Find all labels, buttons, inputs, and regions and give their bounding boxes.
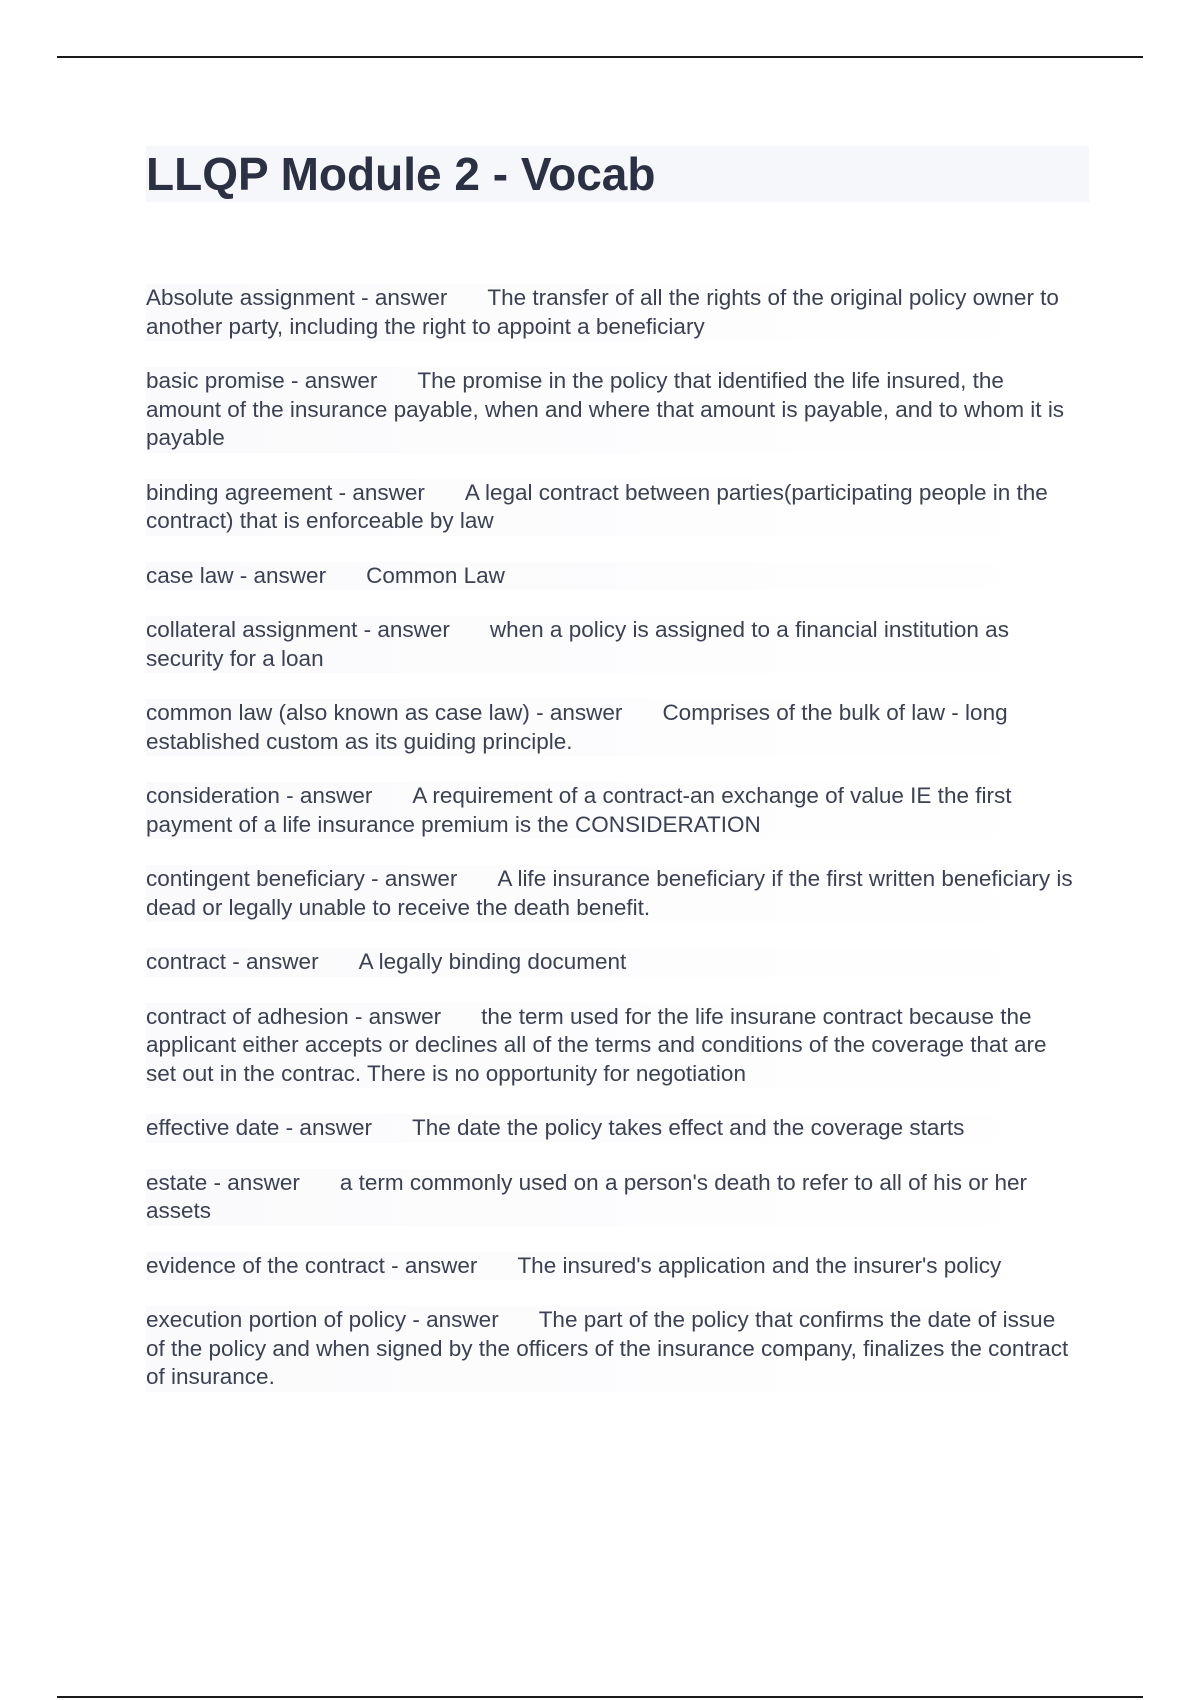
vocab-definition: A life insurance beneficiary if the first written beneficiary is dead or legally unable to receive the death benefit. [146, 866, 1073, 920]
vocab-entry [146, 1169, 1076, 1226]
vocab-term: common law (also known as case law) - answer [146, 700, 623, 725]
vocab-definition: A requirement of a contract-an exchange of value IE the first payment of a life insurance premium is the CONSIDERATION [146, 783, 1012, 837]
vocab-entry [146, 1114, 1076, 1143]
vocab-entry [146, 1003, 1076, 1089]
vocab-definition: Common Law [366, 562, 505, 588]
vocab-definition: The transfer of all the rights of the original policy owner to another party, including the right to appoint a beneficiary [146, 285, 1059, 339]
vocab-entry [146, 865, 1076, 922]
vocab-definition: The date the policy takes effect and the coverage starts [411, 1115, 965, 1140]
vocab-term: estate - answer [146, 1169, 300, 1195]
vocab-term: collateral assignment - answer [146, 617, 450, 642]
vocab-entry [146, 1306, 1076, 1392]
vocab-term: Absolute assignment - answer [146, 285, 448, 310]
vocab-term: execution portion of policy - answer [146, 1307, 499, 1332]
vocab-term: effective date - answer [146, 1115, 372, 1140]
vocab-term: evidence of the contract - answer [146, 1252, 478, 1278]
vocab-entry [146, 699, 1076, 756]
vocab-entry [146, 1252, 1076, 1281]
vocab-term: contingent beneficiary - answer [146, 866, 458, 891]
vocab-entry [146, 948, 1076, 977]
vocab-term: contract of adhesion - answer [146, 1003, 442, 1029]
top-rule [57, 56, 1143, 58]
vocab-term: basic promise - answer [146, 368, 378, 393]
vocab-definition: the term used for the life insurane contract because the applicant either accepts or declines all of the terms and conditions of the coverage that are set out in the contrac. There is no opportunity for negotiation [146, 1003, 1047, 1086]
vocab-entry [146, 367, 1076, 453]
vocab-definition: Comprises of the bulk of law - long established custom as its guiding principle. [146, 700, 1008, 754]
vocab-definition: a term commonly used on a person's death to refer to all of his or her assets [146, 1169, 1027, 1223]
vocab-definition: The promise in the policy that identified the life insured, the amount of the insurance payable, when and where that amount is payable, and to whom it is payable [146, 368, 1065, 450]
page-title: LLQP Module 2 - Vocab [146, 148, 656, 200]
vocab-definition: when a policy is assigned to a financial institution as security for a loan [146, 617, 1009, 671]
vocab-entry [146, 782, 1076, 839]
bottom-rule [57, 1696, 1143, 1698]
vocab-entry [146, 479, 1076, 536]
vocab-term: consideration - answer [146, 783, 373, 808]
vocab-term: contract - answer [146, 949, 319, 974]
vocab-term: case law - answer [146, 562, 327, 588]
vocab-definition: A legally binding document [358, 949, 627, 974]
vocab-entry [146, 562, 1076, 591]
vocab-definition: The part of the policy that confirms the date of issue of the policy and when signed by the officers of the insurance company, finalizes the contract of insurance. [146, 1307, 1069, 1389]
vocab-list [146, 284, 1076, 1418]
vocab-entry [146, 284, 1076, 341]
vocab-entry [146, 616, 1076, 673]
vocab-term: binding agreement - answer [146, 479, 425, 505]
vocab-definition: The insured's application and the insurer's policy [517, 1252, 1002, 1278]
vocab-definition: A legal contract between parties(participating people in the contract) that is enforceable by law [146, 479, 1048, 533]
